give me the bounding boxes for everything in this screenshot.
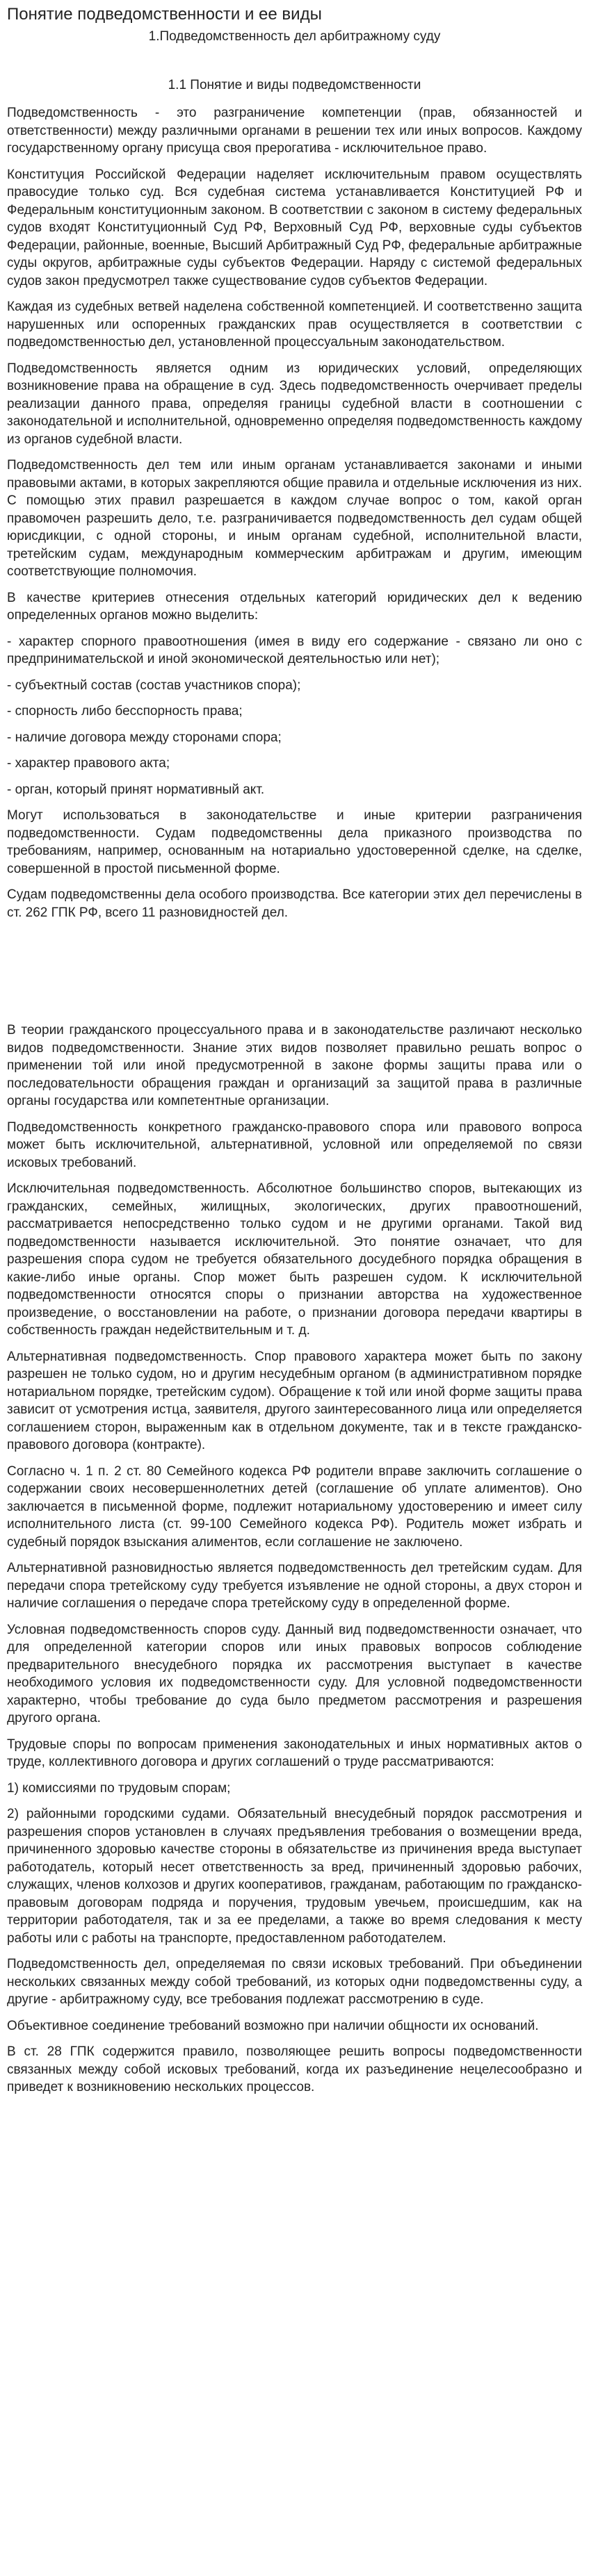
paragraph: Судам подведомственны дела особого производства. Все категории этих дел перечислены в ст. 262 ГПК РФ, всего 11 разновидностей дел. — [7, 887, 582, 920]
list-item: - характер правового акта; — [7, 756, 170, 771]
paragraph: Конституция Российской Федерации наделяет исключительным правом осуществлять правосудие только суд. Вся судебная система устанавливается Конституцией РФ и Федеральным конституционным законом. В соответствии с законом в систему федеральных судов входят Конституционный Суд РФ, Верховный Суд РФ, верховные суды субъектов Федерации, районные, военные, Высший Арбитражный Суд РФ, федеральные арбитражные суды округов, арбитражные суды субъектов Федерации. Наряду с системой федеральных судов закон предусмотрел также существование судов субъектов Федерации. — [7, 167, 582, 288]
list-item: - субъектный состав (состав участников спора); — [7, 678, 301, 693]
section-spacer — [7, 930, 582, 1022]
paragraph: Могут использоваться в законодательстве и иные критерии разграничения подведомственности. Судам подведомственны дела приказного производства по требованиям, например, основанным на нотариально удостоверенной сделке, на сделке, совершенной в простой письменной форме. — [7, 808, 582, 876]
paragraph: Каждая из судебных ветвей наделена собственной компетенцией. И соответственно защита нарушенных или оспоренных гражданских прав осуществляется в соответствии с подведомственностью дел, установленной процессуальным законодательством. — [7, 300, 582, 350]
paragraph: В теории гражданского процессуального права и в законодательстве различают несколько видов подведомственности. Знание этих видов позволяет правильно решать вопрос о применении той или иной предусмотренной в законе формы защиты права или о последовательности обращения граждан и организаций за защитой права в различные органы государства или компетентные организации. — [7, 1023, 582, 1108]
paragraph: Подведомственность конкретного гражданско-правового спора или правового вопроса может быть исключительной, альтернативной, условной или определяемой по связи исковых требований. — [7, 1119, 582, 1170]
list-item: 2) районными городскими судами. Обязательный внесудебный порядок рассмотрения и разрешения споров установлен в случаях предъявления требования о возмещении вреда, причиненного здоровью качестве стороны в обязательстве из причинения вреда выступает работодатель, который несет ответственность за вред, причиненный здоровью рабочих, служащих, членов колхозов и других кооперативов, гражданам, работающим по гражданско-правовым договорам подряда и поручения, трудовым увечьем, происшедшим, как на территории работодателя, так и за ее пределами, а также во время следования к месту работы или с работы на транспорте, предоставленном работодателем. — [7, 1807, 582, 1946]
paragraph: Подведомственность дел тем или иным органам устанавливается законами и иными правовыми актами, в которых закрепляются общие правила и отдельные исключения из них. С помощью этих правил разрешается в каждом случае вопрос о том, какой орган правомочен разрешить дело, т.е. разграничивается подведомственность дел судам общей юрисдикции, с одной стороны, и иным органам судебной, исполнительной власти, третейским судам, международным коммерческим арбитражам и другим, имеющим соответствующие полномочия. — [7, 458, 582, 579]
paragraph: В ст. 28 ГПК содержится правило, позволяющее решить вопросы подведомственности связанных между собой исковых требований, когда их разъединение нецелесообразно и приведет к возникновению нескольких процессов. — [7, 2044, 582, 2094]
list-item: - орган, который принят нормативный акт. — [7, 782, 265, 797]
paragraph: Исключительная подведомственность. Абсолютное большинство споров, вытекающих из гражданских, семейных, жилищных, экологических, других правоотношений, рассматривается непосредственно только судом и не другими органами. Такой вид подведомственности называется исключительной. Это понятие означает, что для разрешения спора судом не требуется обязательного досудебного порядка обращения в какие-либо иные органы. Спор может быть разрешен судом. К исключительной подведомственности относятся споры о признании авторства на художественное произведение, о восстановлении на работе, о признании договора передачи квартиры в собственность граждан недействительным и т. д. — [7, 1181, 582, 1338]
paragraph: Подведомственность является одним из юридических условий, определяющих возникновение права на обращение в суд. Здесь подведомственность очерчивает пределы реализации данного права, определяя границы судебной власти в соотношении с законодательной и исполнительной, одновременно определяя подведомственность каждому из органов судебной власти. — [7, 361, 582, 447]
paragraph: Объективное соединение требований возможно при наличии общности их оснований. — [7, 2018, 539, 2033]
page-title: Понятие подведомственности и ее виды — [7, 5, 322, 24]
paragraph: Трудовые споры по вопросам применения законодательных и иных нормативных актов о труде, коллективного договора и других соглашений о труде рассматриваются: — [7, 1737, 582, 1769]
paragraph: В качестве критериев отнесения отдельных категорий юридических дел к ведению определенных органов можно выделить: — [7, 590, 582, 623]
list-item: 1) комиссиями по трудовым спорам; — [7, 1780, 231, 1796]
section-body-part1 — [7, 104, 582, 921]
toc-item: 1.Подведомственность дел арбитражному суду — [148, 29, 441, 44]
list-item: - наличие договора между сторонами спора; — [7, 730, 282, 745]
list-item: - спорность либо бесспорность права; — [7, 704, 243, 719]
paragraph: Альтернативной разновидностью является подведомственность дел третейским судам. Для передачи спора третейскому суду требуется изъявление не одной стороны, а двух сторон и наличие соглашения о передаче спора третейскому суду в определенной форме. — [7, 1561, 582, 1611]
paragraph: Условная подведомственность споров суду. Данный вид подведомственности означает, что для определенной категории споров или иных правовых вопросов соблюдение предварительного внесудебного порядка их рассмотрения выступает в качестве необходимого условия их подведомственности суду. Для условной подведомственности характерно, чтобы требование до суда было предметом рассмотрения и разрешения другого органа. — [7, 1622, 582, 1725]
paragraph: Согласно ч. 1 п. 2 ст. 80 Семейного кодекса РФ родители вправе заключить соглашение о содержании своих несовершеннолетних детей (соглашение об уплате алиментов). Оно заключается в письменной форме, подлежит нотариальному удостоверению и имеет силу исполнительного листа (ст. 99-100 Семейного кодекса РФ). Родитель может избрать и судебный порядок взыскания алиментов, если соглашение не заключено. — [7, 1463, 582, 1550]
paragraph: Подведомственность - это разграничение компетенции (прав, обязанностей и ответственности) между различными органами в решении тех или иных вопросов. Каждому государственному органу присуща своя прерогатива - исключительное право. — [7, 106, 582, 156]
paragraph: Альтернативная подведомственность. Спор правового характера может быть по закону разрешен не только судом, но и другим несудебным органом (в административном порядке нотариальном порядке, третейским судом). Обращение к той или иной форме защиты права зависит от усмотрения истца, заявителя, другого заинтересованного лица или определяется соглашением сторон, выраженным как в отдельном документе, так и в тексте гражданско-правового договора (контракте). — [7, 1349, 582, 1452]
list-item: - характер спорного правоотношения (имея в виду его содержание - связано ли оно с предпринимательской и иной экономической деятельностью или нет); — [7, 634, 582, 666]
section-title: 1.1 Понятие и виды подведомственности — [168, 78, 421, 92]
paragraph: Подведомственность дел, определяемая по связи исковых требований. При объединении нескольких связанных между собой требований, из которых одни подведомственны суду, а другие - арбитражному суду, все требования подлежат рассмотрению в суде. — [7, 1957, 582, 2007]
section-body-part2 — [7, 1022, 582, 2097]
